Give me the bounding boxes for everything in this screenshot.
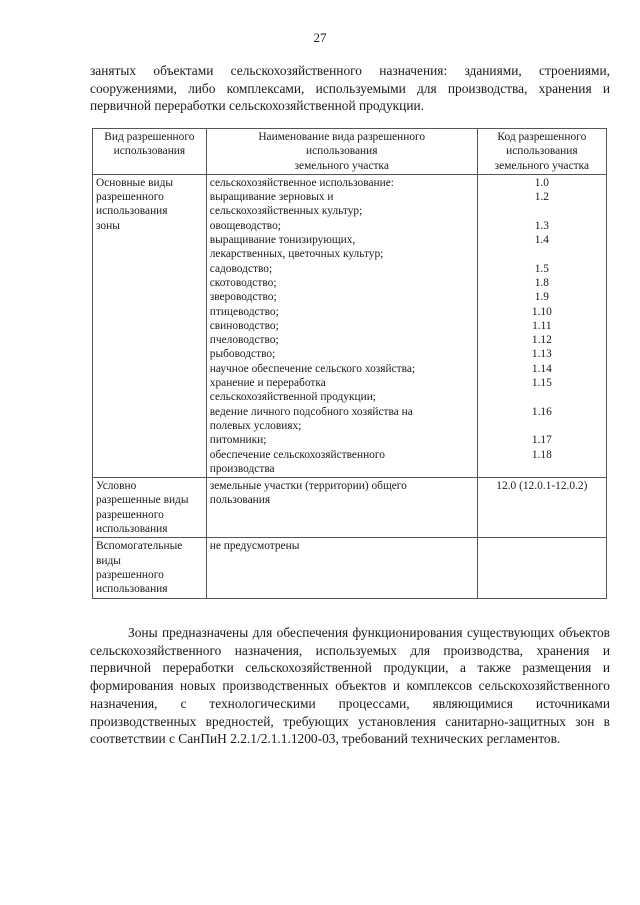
use-code: 1.11 — [532, 319, 552, 332]
use-code: 1.14 — [531, 362, 552, 375]
use-name-line: пчеловодство; — [209, 334, 279, 347]
header-use-name — [206, 129, 477, 175]
use-name-line: питомники; — [209, 434, 267, 447]
use-name-line: производства — [209, 462, 275, 475]
cell-line: зоны — [96, 219, 120, 232]
use-code-spacer — [481, 204, 603, 218]
auxiliary-uses-label — [93, 538, 207, 598]
cell-line: использования — [113, 145, 186, 158]
table-row-auxiliary-uses — [93, 538, 607, 598]
use-name-line: сельскохозяйственных культур; — [209, 205, 363, 218]
use-code: 1.16 — [531, 405, 552, 418]
use-code: 1.2 — [534, 191, 549, 204]
cell-line: Вспомогательные — [96, 540, 183, 553]
use-name-line: свиноводство; — [209, 319, 279, 332]
cell-line: пользования — [209, 494, 271, 507]
header-use-type — [93, 129, 207, 175]
table-row-main-uses — [93, 174, 607, 477]
use-code: 1.17 — [531, 434, 552, 447]
cell-line: земельные участки (территории) общего — [209, 480, 407, 493]
use-code: 1.10 — [531, 305, 552, 318]
use-name-line: сельскохозяйственное использование: — [209, 176, 394, 189]
conditional-uses-name — [206, 478, 477, 538]
page-number: 27 — [313, 30, 327, 45]
cell-line: Код разрешенного — [497, 131, 587, 143]
use-name-line: садоводство; — [209, 262, 273, 275]
main-uses-codes — [477, 174, 606, 477]
cell-line: земельного участка — [494, 159, 590, 172]
cell-line: разрешенного — [96, 568, 164, 581]
use-code: 1.13 — [531, 348, 552, 361]
cell-line: использования — [96, 205, 168, 218]
main-uses-names — [206, 174, 477, 477]
use-name-line: лекарственных, цветочных культур; — [209, 248, 384, 261]
cell-line: Вид разрешенного — [104, 131, 195, 143]
use-name-line: хранение и переработка — [209, 377, 326, 390]
conditional-uses-label — [93, 478, 207, 538]
use-name-line: рыбоводство; — [209, 348, 276, 361]
use-code: 1.9 — [534, 291, 549, 304]
use-code: 1.8 — [534, 276, 549, 289]
intro-paragraph: занятых объектами сельскохозяйственного назначения: зданиями, строениями, сооружениями, либо комплексами, используемыми для производства, хранения и первичной переработки сельскохозяйственной продукции. — [90, 63, 610, 113]
use-name-line: овощеводство; — [209, 219, 281, 232]
cell-line: использования — [96, 583, 168, 596]
use-name-line: звероводство; — [209, 291, 277, 304]
use-name-line: птицеводство; — [209, 305, 279, 318]
cell-line: разрешенные виды — [96, 494, 189, 507]
permitted-use-table — [92, 128, 607, 599]
use-code-spacer — [481, 390, 603, 404]
table-header-row — [93, 129, 607, 175]
use-code: 1.12 — [531, 334, 552, 347]
use-code-spacer — [481, 419, 603, 433]
use-name-line: научное обеспечение сельского хозяйства; — [209, 362, 416, 375]
cell-line: использования — [506, 145, 578, 158]
cell-line: виды — [96, 554, 121, 567]
use-code-spacer — [481, 462, 603, 476]
use-code: 1.3 — [534, 219, 549, 232]
use-name-line: обеспечение сельскохозяйственного — [209, 448, 385, 461]
use-code: 1.5 — [534, 262, 549, 275]
cell-line: Условно — [96, 480, 137, 493]
table-row-conditional-uses — [93, 478, 607, 538]
cell-line: земельного участка — [294, 159, 389, 172]
use-code: 1.4 — [534, 234, 549, 247]
cell-line: не предусмотрены — [209, 540, 300, 553]
cell-line: использования — [96, 523, 168, 536]
cell-line: использования — [305, 145, 378, 158]
use-code: 1.15 — [531, 377, 552, 390]
use-code: 1.0 — [534, 176, 549, 189]
closing-paragraph: Зоны предназначены для обеспечения функционирования существующих объектов сельскохозяйственного назначения, используемых для производства, хранения и первичной переработки сельскохозяйственной продукции, а также размещения и формирования новых производственных объектов и комплексов сельскохозяйственного назначения, с технологическими процессами, являющимися источниками производственных вредностей, требующих установления санитарно-защитных зон в соответствии с СанПиН 2.2.1/2.1.1.1200-03, требований технических регламентов. — [90, 625, 610, 747]
cell-line: Наименование вида разрешенного — [258, 131, 426, 143]
conditional-uses-code: 12.0 (12.0.1-12.0.2) — [477, 478, 606, 538]
main-uses-label — [93, 174, 207, 477]
auxiliary-uses-code — [477, 538, 606, 598]
auxiliary-uses-name — [206, 538, 477, 598]
use-name-line: полевых условиях; — [209, 419, 302, 432]
use-name-line: сельскохозяйственной продукции; — [209, 391, 376, 404]
cell-line: Основные виды — [96, 176, 174, 189]
cell-line: разрешенного — [96, 508, 164, 521]
use-name-line: скотоводство; — [209, 276, 277, 289]
use-name-line: выращивание тонизирующих, — [209, 234, 356, 247]
use-name-line: выращивание зерновых и — [209, 191, 334, 204]
cell-line: разрешенного — [96, 191, 164, 204]
use-code-spacer — [481, 247, 603, 261]
use-code: 1.18 — [531, 448, 552, 461]
header-use-code — [477, 129, 606, 175]
use-name-line: ведение личного подсобного хозяйства на — [209, 405, 413, 418]
